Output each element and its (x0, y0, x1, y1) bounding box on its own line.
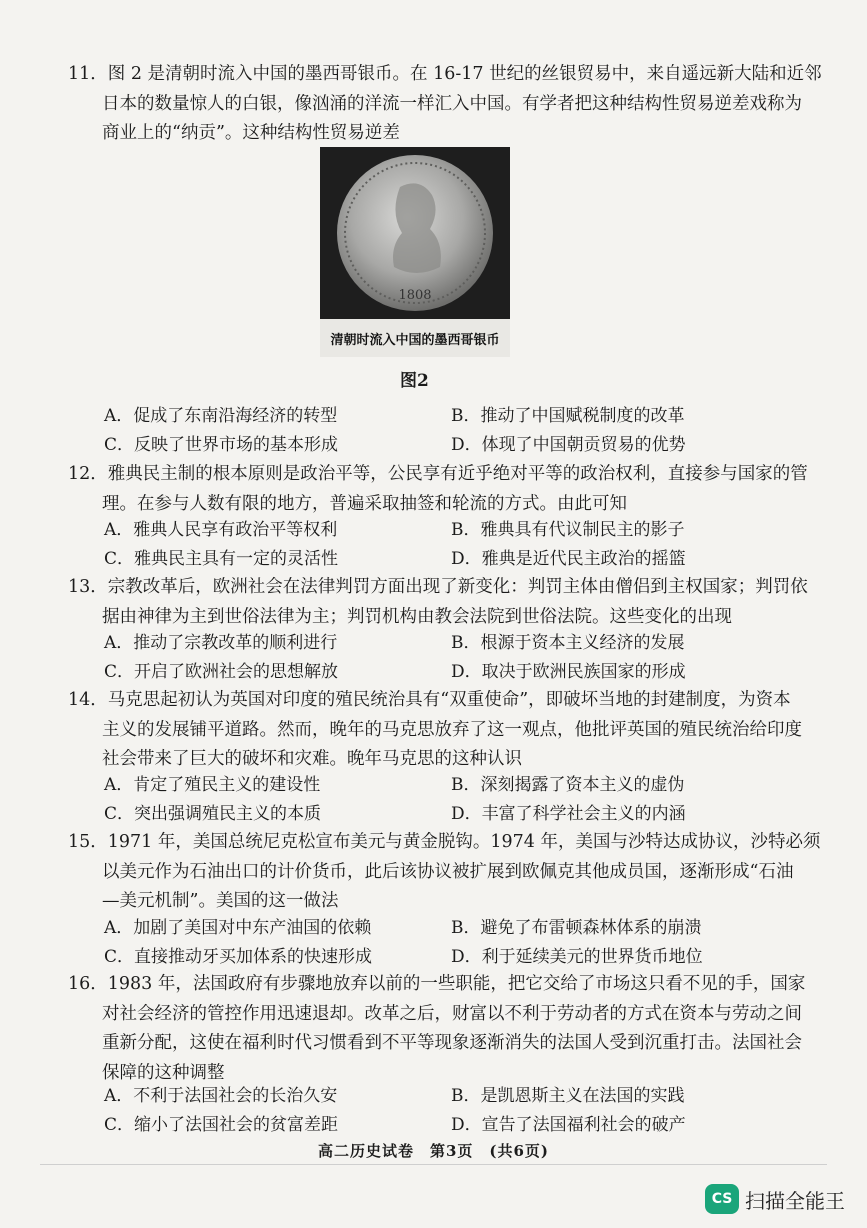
option-b[interactable]: B．根源于资本主义经济的发展 (451, 633, 685, 653)
option-c[interactable]: C．突出强调殖民主义的本质 (104, 804, 322, 824)
coin-year: 1808 (398, 288, 432, 303)
option-a[interactable]: A．不利于法国社会的长治久安 (104, 1086, 338, 1106)
watermark-text: 扫描全能王 (745, 1188, 845, 1213)
coin-photo (320, 147, 510, 319)
option-c[interactable]: C．开启了欧洲社会的思想解放 (104, 662, 339, 682)
option-c[interactable]: C．直接推动牙买加体系的快速形成 (104, 947, 373, 967)
question-11-stem (68, 60, 828, 149)
figure-label: 图2 (400, 371, 429, 391)
question-12-stem (68, 460, 828, 519)
option-c[interactable]: C．缩小了法国社会的贫富差距 (104, 1115, 339, 1135)
figure-caption: 清朝时流入中国的墨西哥银币 (320, 319, 510, 357)
figure-silver-coin (320, 147, 510, 357)
option-d[interactable]: D．丰富了科学社会主义的内涵 (451, 804, 686, 824)
question-14-options (104, 771, 804, 831)
stem-line: 11．图 2 是清朝时流入中国的墨西哥银币。在 16-17 世纪的丝银贸易中，来自遥远新大陆和近邻 (68, 64, 822, 84)
option-d[interactable]: D．雅典是近代民主政治的摇篮 (451, 549, 686, 569)
option-d[interactable]: D．利于延续美元的世界货币地位 (451, 947, 703, 967)
option-b[interactable]: B．深刻揭露了资本主义的虚伪 (451, 775, 685, 795)
stem-line: 主义的发展铺平道路。然而，晚年的马克思放弃了这一观点，他批评英国的殖民统治给印度 (102, 719, 802, 740)
question-13-stem (68, 573, 828, 632)
page-footer: 高二历史试卷 第3页 (共6页) (317, 1142, 550, 1160)
stem-line: 日本的数量惊人的白银，像汹涌的洋流一样汇入中国。有学者把这种结构性贸易逆差戏称为 (102, 93, 802, 114)
question-16-options (104, 1082, 804, 1142)
stem-line: 13．宗教改革后，欧洲社会在法律判罚方面出现了新变化：判罚主体由僧侣到主权国家；判罚依 (68, 577, 808, 597)
scanner-watermark (705, 1182, 845, 1216)
option-a[interactable]: A．雅典人民享有政治平等权利 (104, 520, 338, 540)
option-b[interactable]: B．避免了布雷顿森林体系的崩溃 (451, 918, 702, 938)
stem-line: 以美元作为石油出口的计价货币，此后该协议被扩展到欧佩克其他成员国，逐渐形成“石油 (102, 861, 794, 882)
option-c[interactable]: C．雅典民主具有一定的灵活性 (104, 549, 339, 569)
stem-line: 理。在参与人数有限的地方，普遍采取抽签和轮流的方式。由此可知 (102, 493, 627, 514)
option-d[interactable]: D．取决于欧洲民族国家的形成 (451, 662, 686, 682)
option-b[interactable]: B．雅典具有代议制民主的影子 (451, 520, 685, 540)
option-d[interactable]: D．体现了中国朝贡贸易的优势 (451, 435, 686, 455)
option-a[interactable]: A．肯定了殖民主义的建设性 (104, 775, 321, 795)
option-a[interactable]: A．促成了东南沿海经济的转型 (104, 406, 338, 426)
stem-line: 据由神律为主到世俗法律为主；判罚机构由教会法院到世俗法院。这些变化的出现 (102, 606, 732, 627)
option-a[interactable]: A．加剧了美国对中东产油国的依赖 (104, 918, 372, 938)
stem-line: 15．1971 年，美国总统尼克松宣布美元与黄金脱钩。1974 年，美国与沙特达成协议，沙特必须 (68, 832, 821, 852)
stem-line: 商业上的“纳贡”。这种结构性贸易逆差 (102, 123, 400, 143)
coin-illustration (320, 147, 510, 319)
option-c[interactable]: C．反映了世界市场的基本形成 (104, 435, 339, 455)
stem-line: 对社会经济的管控作用迅速退却。改革之后，财富以不利于劳动者的方式在资本与劳动之间 (102, 1003, 802, 1024)
question-16-stem (68, 970, 828, 1088)
camscanner-logo-icon: CS (705, 1184, 739, 1214)
stem-line: 社会带来了巨大的破坏和灾难。晚年马克思的这种认识 (102, 749, 522, 769)
question-13-options (104, 629, 804, 689)
stem-line: 保障的这种调整 (102, 1062, 225, 1083)
stem-line: 重新分配，这使在福利时代习惯看到不平等现象逐渐消失的法国人受到沉重打击。法国社会 (102, 1033, 802, 1053)
stem-line: 14．马克思起初认为英国对印度的殖民统治具有“双重使命”，即破坏当地的封建制度，为资本 (68, 690, 791, 710)
stem-line: 16．1983 年，法国政府有步骤地放弃以前的一些职能，把它交给了市场这只看不见的手，国家 (68, 974, 806, 994)
footer-divider (40, 1164, 827, 1165)
option-b[interactable]: B．推动了中国赋税制度的改革 (451, 406, 685, 426)
question-14-stem (68, 686, 828, 775)
stem-line: 12．雅典民主制的根本原则是政治平等，公民享有近乎绝对平等的政治权利，直接参与国家的管 (68, 464, 808, 484)
stem-line: —美元机制”。美国的这一做法 (102, 891, 339, 911)
option-d[interactable]: D．宣告了法国福利社会的破产 (451, 1115, 686, 1135)
option-b[interactable]: B．是凯恩斯主义在法国的实践 (451, 1086, 685, 1106)
question-15-stem (68, 828, 828, 917)
question-12-options (104, 516, 804, 576)
option-a[interactable]: A．推动了宗教改革的顺利进行 (104, 633, 338, 653)
question-11-options (104, 402, 804, 462)
question-15-options (104, 914, 804, 974)
